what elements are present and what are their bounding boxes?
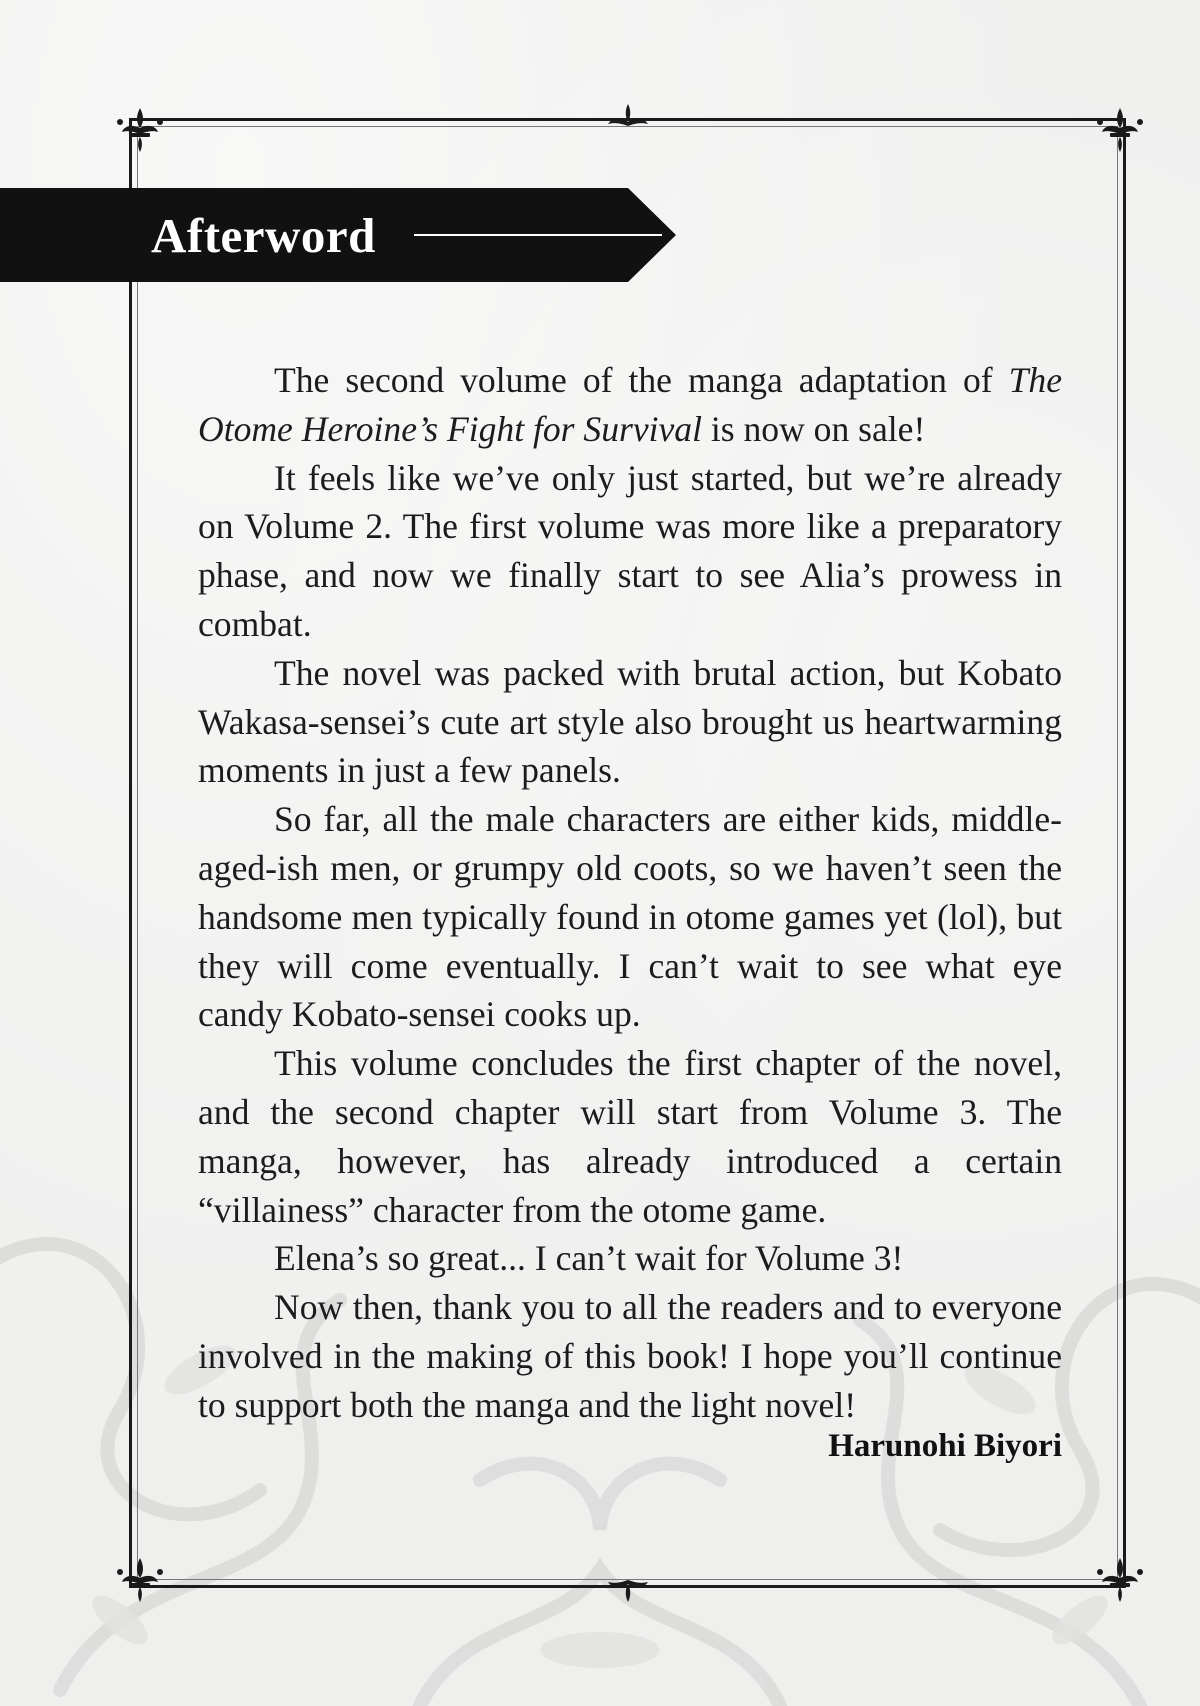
paragraph: Now then, thank you to all the readers and to everyone involved in the making of this book! I hope you’ll continue to support both the manga and the light novel! bbox=[198, 1287, 1062, 1425]
fleur-de-lis-ornament-icon bbox=[1090, 1550, 1150, 1610]
fleur-de-lis-ornament-icon bbox=[110, 100, 170, 160]
author-signature: Harunohi Biyori bbox=[828, 1428, 1062, 1464]
page-title: Afterword bbox=[151, 208, 376, 263]
crown-flourish-ornament-icon bbox=[604, 100, 652, 134]
paragraph: The second volume of the manga adaptation of The Otome Heroine’s Fight for Survival is now on sale! bbox=[198, 360, 1062, 449]
paragraph: So far, all the male characters are either kids, middle-aged-ish men, or grumpy old coots, so we haven’t seen the handsome men typically found in otome games yet (lol), but they will come eventually. I can’t wait to see what eye candy Kobato-sensei cooks up. bbox=[198, 799, 1062, 1035]
fleur-de-lis-ornament-icon bbox=[1090, 100, 1150, 160]
crown-flourish-ornament-icon bbox=[604, 1572, 652, 1606]
paragraph: The novel was packed with brutal action, but Kobato Wakasa-sensei’s cute art style also brought us heartwarming moments in just a few panels. bbox=[198, 652, 1062, 791]
paragraph: It feels like we’ve only just started, but we’re already on Volume 2. The first volume was more like a preparatory phase, and now we finally start to see Alia’s prowess in combat. bbox=[198, 457, 1062, 644]
fleur-de-lis-ornament-icon bbox=[110, 1550, 170, 1610]
afterword-body bbox=[198, 356, 1062, 1430]
paragraph: Elena’s so great... I can’t wait for Volume 3! bbox=[274, 1238, 904, 1279]
paragraph: This volume concludes the first chapter of the novel, and the second chapter will start from Volume 3. The manga, however, has already introduced a certain “villainess” character from the otome game. bbox=[198, 1043, 1062, 1230]
